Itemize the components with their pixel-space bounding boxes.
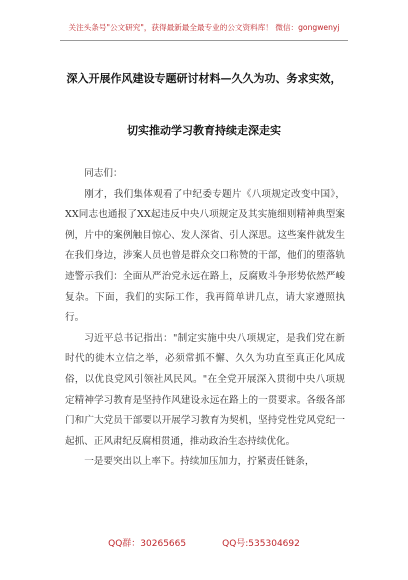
paragraph: 习近平总书记指出："制定实施中央八项规定，是我们党在新时代的徙木立信之举，必须常抓不懈、久久为功直至真正化风成俗，以优良党风引领社风民风。"在全党开展深入贯彻中央八项规定精神学习教育是坚持作风建设永远在路上的一贯要求。各级各部门和广大党员干部要以开展学习教育为契机，坚持党性党风党纪一起抓、正风肃纪反腐相贯通，推动政治生态持续优化。 [65, 332, 345, 447]
footer-qq-group: QQ群：30265665 [108, 539, 187, 549]
paragraph: 一是要突出以上率下。持续加压加力，拧紧责任链条， [84, 456, 315, 468]
document-body [65, 164, 345, 473]
salutation: 同志们： [84, 168, 123, 179]
document-title-line-1: 深入开展作风建设专题研讨材料—久久为功、务求实效， [66, 72, 342, 85]
footer-qq-number: QQ号:535304692 [222, 539, 300, 549]
header-banner: 关注头条号"公文研究"，获得最新最全最专业的公文资料库！ 微信：gongwenyj [68, 23, 340, 32]
document-title-line-2: 切实推动学习教育持续走深走实 [127, 124, 281, 137]
footer [0, 536, 408, 549]
paragraph: 刚才，我们集体观看了中纪委专题片《八项规定改变中国》，XX同志也通报了XX起违反中央八项规定及其实施细则精神典型案例，片中的案例触目惊心、发人深省、引人深思。这些案件就发生在我们身边，涉案人员也曾是群众交口称赞的干部，他们的堕落轨迹警示我们：全面从严治党永远在路上，反腐败斗争形势依然严峻复杂。下面，我们的实际工作，我再简单讲几点，请大家遵照执行。 [65, 188, 345, 324]
header-divider [60, 40, 348, 41]
